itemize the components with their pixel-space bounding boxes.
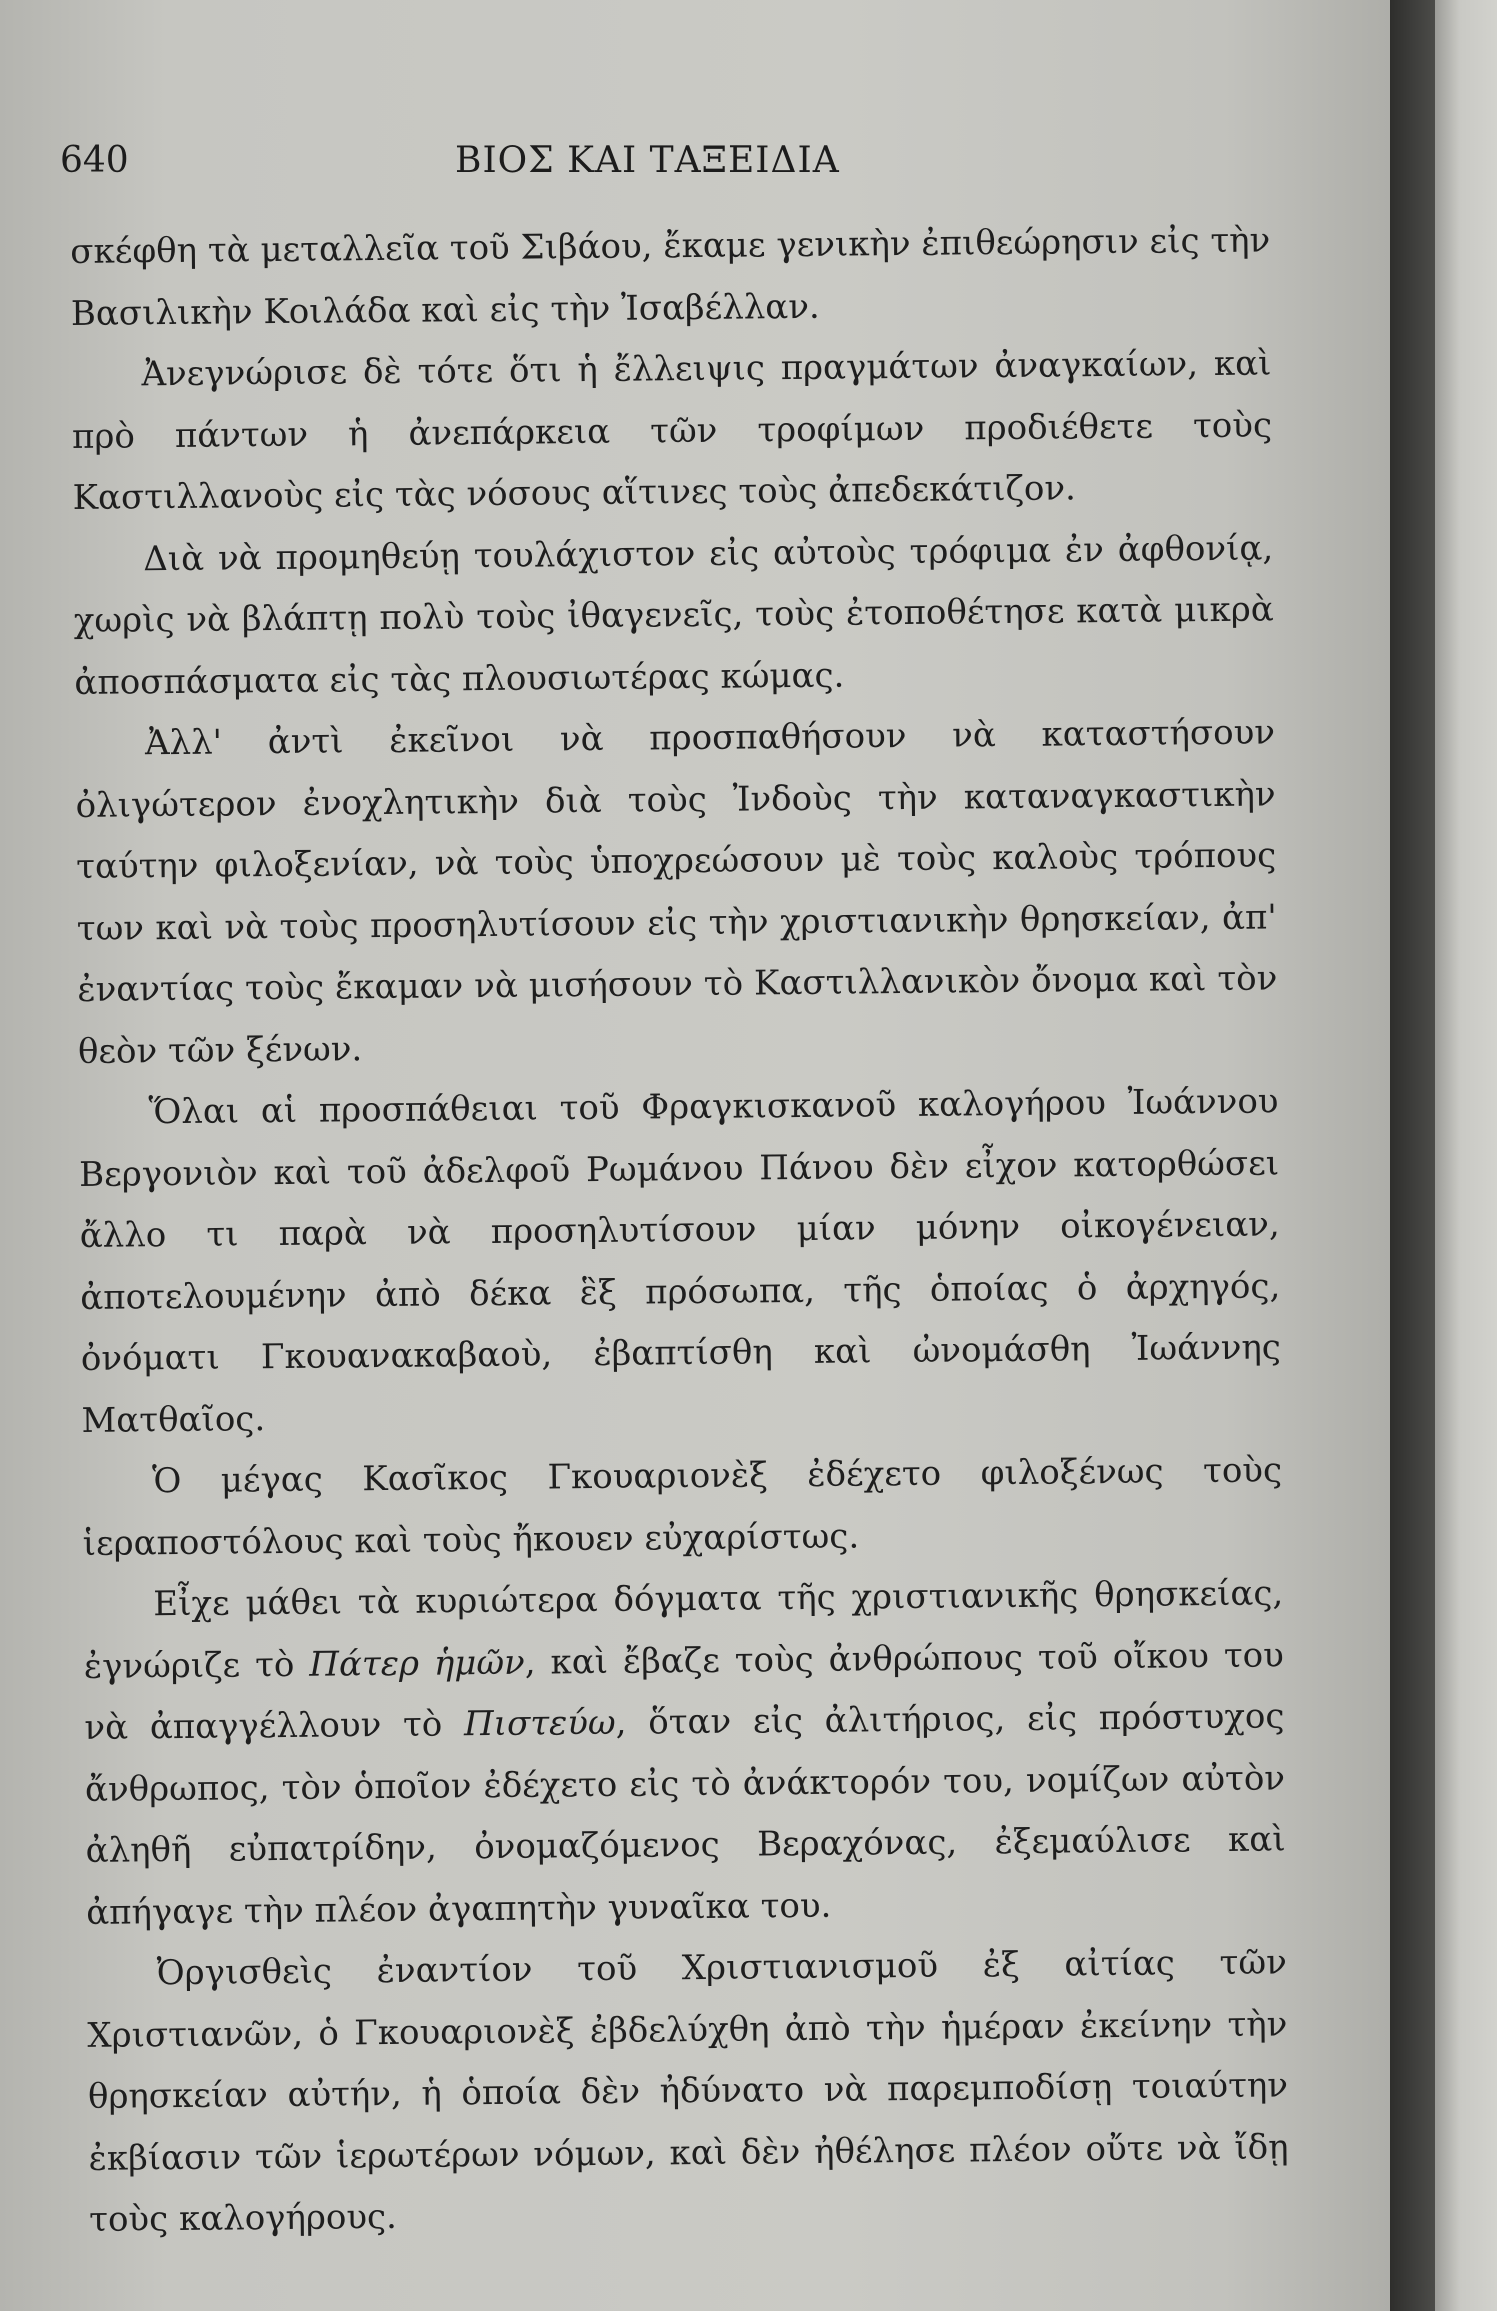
page-header <box>60 140 1290 200</box>
paragraph-5: Ὅλαι αἱ προσπάθειαι τοῦ Φραγκισκανοῦ καλογήρου Ἰωάννου Βεργονιὸν καὶ τοῦ ἀδελφοῦ Ρωμάνου Πάνου δὲν εἶχον κατορθώσει ἄλλο τι παρὰ νὰ προσηλυτίσουν μίαν μόνην οἰκογένειαν, ἀποτελουμένην ἀπὸ δέκα ἓξ πρόσωπα, τῆς ὁποίας ὁ ἀρχηγός, ὀνόματι Γκουανακαβαοὺ, ἐβαπτίσθη καὶ ὠνομάσθη Ἰωάννης Ματθαῖος. <box>78 1081 1282 1441</box>
paragraph-4: Ἀλλ' ἀντὶ ἐκεῖνοι νὰ προσπαθήσουν νὰ καταστήσουν ὀλιγώτερον ἐνοχλητικὴν διὰ τοὺς Ἰνδοὺς τὴν καταναγκαστικὴν ταύτην φιλοξενίαν, νὰ τοὺς ὑποχρεώσουν μὲ τοὺς καλοὺς τρόπους των καὶ νὰ τοὺς προσηλυτίσουν εἰς τὴν χριστιανικὴν θρησκείαν, ἀπ' ἐναντίας τοὺς ἔκαμαν νὰ μισήσουν τὸ Καστιλλανικὸν ὄνομα καὶ τὸν θεὸν τῶν ξένων. <box>75 712 1278 1072</box>
page-number: 640 <box>60 140 129 181</box>
pater-hemon-title: Πάτερ ἡμῶν <box>309 1642 525 1685</box>
running-head: ΒΙΟΣ ΚΑΙ ΤΑΞΕΙΔΙΑ <box>455 140 840 181</box>
paragraph-7 <box>83 1563 1286 1944</box>
paragraph-8: Ὀργισθεὶς ἐναντίον τοῦ Χριστιανισμοῦ ἐξ αἰτίας τῶν Χριστιανῶν, ὁ Γκουαριονὲξ ἐβδελύχθη ἀπὸ τὴν ἡμέραν ἐκείνην τὴν θρησκείαν αὐτήν, ἡ ὁποία δὲν ἠδύνατο νὰ παρεμποδίσῃ τοιαύτην ἐκβίασιν τῶν ἱερωτέρων νόμων, καὶ δὲν ἠθέλησε πλέον οὔτε νὰ ἴδῃ τοὺς καλογήρους. <box>87 1942 1289 2240</box>
paragraph-2: Ἀνεγνώρισε δὲ τότε ὅτι ἡ ἔλλειψις πραγμάτων ἀναγκαίων, καὶ πρὸ πάντων ἡ ἀνεπάρκεια τῶν τροφίμων προδιέθετε τοὺς Καστιλλανοὺς εἰς τὰς νόσους αἵτινες τοὺς ἀπεδεκάτιζον. <box>71 343 1273 518</box>
paragraph-1: σκέφθη τὰ μεταλλεῖα τοῦ Σιβάου, ἔκαμε γενικὴν ἐπιθεώρησιν εἰς τὴν Βασιλικὴν Κοιλάδα καὶ εἰς τὴν Ἰσαβέλλαν. <box>70 220 1271 334</box>
facing-page-edge <box>1435 0 1497 2311</box>
body-text <box>70 210 1289 2251</box>
paragraph-7-part-3: , ὅταν εἰς ἀλιτήριος, εἰς πρόστυχος ἄνθρωπος, τὸν ὁποῖον ἐδέχετο εἰς τὸ ἀνάκτορόν του, νομίζων αὐτὸν ἀληθῆ εὐπατρίδην, ὀνομαζόμενος Βεραχόνας, ἐξεμαύλισε καὶ ἀπήγαγε τὴν πλέον ἀγαπητὴν γυναῖκα του. <box>84 1696 1286 1933</box>
book-spine-shadow <box>1390 0 1435 2311</box>
paragraph-3: Διὰ νὰ προμηθεύῃ τουλάχιστον εἰς αὐτοὺς τρόφιμα ἐν ἀφθονίᾳ, χωρὶς νὰ βλάπτῃ πολὺ τοὺς ἰθαγενεῖς, τοὺς ἐτοποθέτησε κατὰ μικρὰ ἀποσπάσματα εἰς τὰς πλουσιωτέρας κώμας. <box>73 527 1274 703</box>
pisteuo-title: Πιστεύω <box>463 1702 616 1745</box>
paragraph-7-part-2: , καὶ ἔβαζε τοὺς ἀνθρώπους τοῦ οἴκου του νὰ ἀπαγγέλλουν τὸ <box>84 1634 1285 1748</box>
paragraph-6: Ὁ μέγας Κασῖκος Γκουαριονὲξ ἐδέχετο φιλοξένως τοὺς ἱεραποστόλους καὶ τοὺς ἤκουεν εὐχαρίστως. <box>82 1450 1283 1564</box>
paragraph-7-part-1: Εἶχε μάθει τὰ κυριώτερα δόγματα τῆς χριστιανικῆς θρησκείας, ἐγνώριζε τὸ <box>83 1573 1284 1687</box>
